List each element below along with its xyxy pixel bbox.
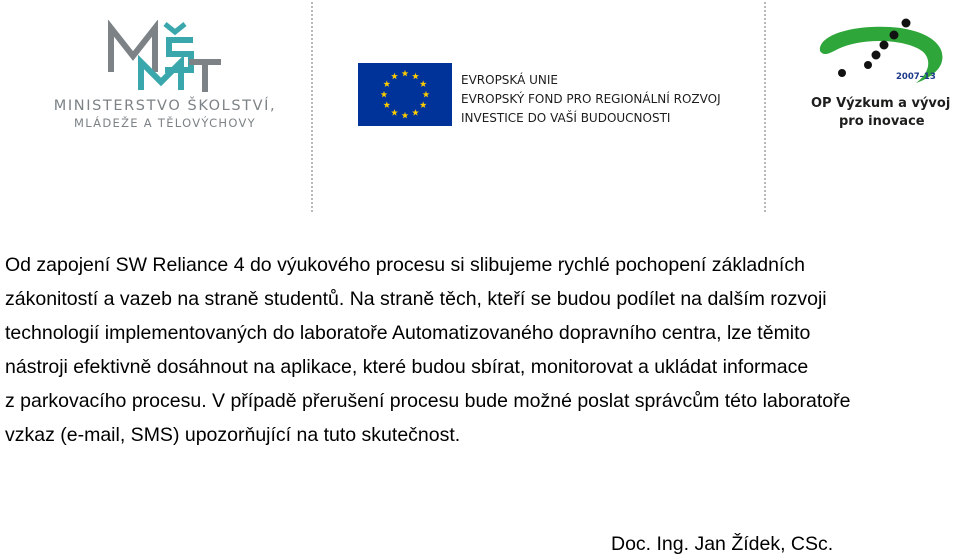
msmt-logo bbox=[50, 20, 280, 135]
paragraph-line-2: zákonitostí a vazeb na straně studentů. Na straně těch, kteří se budou podílet na dalším rozvoji bbox=[5, 288, 827, 310]
paragraph-line-1: Od zapojení SW Reliance 4 do výukového procesu si slibujeme rychlé pochopení základních bbox=[5, 254, 805, 276]
logo-divider-left bbox=[311, 2, 313, 212]
logo-header bbox=[0, 0, 960, 215]
eu-logo-line3: INVESTICE DO VAŠÍ BUDOUCNOSTI bbox=[461, 111, 671, 125]
eu-logo bbox=[358, 63, 738, 133]
paragraph-line-3: technologií implementovaných do laboratoře Automatizovaného dopravního centra, lze těmito bbox=[5, 322, 811, 344]
op-logo-years: 2007–13 bbox=[896, 72, 936, 82]
paragraph-line-5: z parkovacího procesu. V případě přerušení procesu bude možné poslat správcům této laboratoře bbox=[5, 390, 851, 412]
eu-logo-text bbox=[461, 71, 721, 128]
op-logo-title-line1: OP Výzkum a vývoj bbox=[811, 96, 951, 111]
op-vavpi-logo bbox=[800, 15, 960, 135]
author-signature: Doc. Ing. Jan Žídek, CSc. bbox=[611, 533, 834, 555]
op-logo-title-line2: pro inovace bbox=[839, 114, 925, 129]
eu-logo-line1: EVROPSKÁ UNIE bbox=[461, 73, 558, 87]
op-logo-title bbox=[811, 95, 950, 131]
paragraph-line-4: nástroji efektivně dosáhnout na aplikace, které budou sbírat, monitorovat a ukládat informace bbox=[5, 356, 809, 378]
eu-flag-icon bbox=[358, 63, 452, 126]
msmt-logo-line1: MINISTERSTVO ŠKOLSTVÍ, bbox=[53, 98, 277, 114]
msmt-monogram-icon bbox=[105, 20, 225, 95]
msmt-logo-line2: MLÁDEŽE A TĚLOVÝCHOVY bbox=[73, 116, 257, 130]
paragraph-line-6: vzkaz (e-mail, SMS) upozorňující na tuto skutečnost. bbox=[5, 424, 461, 446]
logo-divider-right bbox=[764, 2, 766, 212]
body-paragraph bbox=[5, 248, 957, 452]
eu-logo-line2: EVROPSKÝ FOND PRO REGIONÁLNÍ ROZVOJ bbox=[461, 92, 721, 106]
op-swoosh-icon bbox=[812, 15, 952, 95]
